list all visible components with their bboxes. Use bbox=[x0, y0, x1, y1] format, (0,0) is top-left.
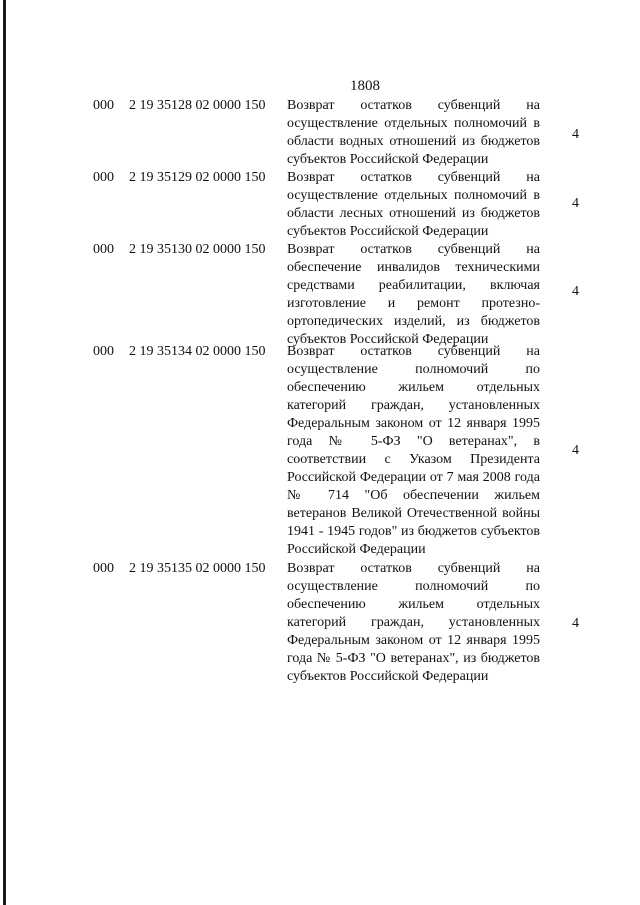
table-row bbox=[0, 560, 640, 690]
amount-value: 4 bbox=[572, 616, 579, 631]
income-code: 2 19 35129 02 0000 150 bbox=[129, 170, 266, 185]
table-row bbox=[0, 343, 640, 560]
table-row bbox=[0, 241, 640, 347]
amount-value: 4 bbox=[572, 127, 579, 142]
amount-value: 4 bbox=[572, 443, 579, 458]
table-row bbox=[0, 97, 640, 169]
admin-code: 000 bbox=[93, 170, 114, 185]
admin-code: 000 bbox=[93, 344, 114, 359]
income-description: Возврат остатков субвенций на осуществление отдельных полномочий в области водных отношений из бюджетов субъектов Российской Федерации bbox=[287, 98, 540, 167]
income-description: Возврат остатков субвенций на осуществление полномочий по обеспечению жильем отдельных категорий граждан, установленных Федеральным законом от 12 января 1995 года № 5-ФЗ "О ветеранах", из бюджетов субъектов Российской Федерации bbox=[287, 561, 540, 684]
amount-value: 4 bbox=[572, 196, 579, 211]
admin-code: 000 bbox=[93, 561, 114, 576]
table-row bbox=[0, 169, 640, 241]
income-code: 2 19 35135 02 0000 150 bbox=[129, 561, 266, 576]
income-code: 2 19 35128 02 0000 150 bbox=[129, 98, 266, 113]
income-codes-table bbox=[0, 97, 640, 690]
admin-code: 000 bbox=[93, 242, 114, 257]
income-description: Возврат остатков субвенций на осуществление отдельных полномочий в области лесных отношений из бюджетов субъектов Российской Федерации bbox=[287, 170, 540, 239]
income-description: Возврат остатков субвенций на обеспечение инвалидов техническими средствами реабилитации, включая изготовление и ремонт протезно-ортопедических изделий, из бюджетов субъектов Российской Федерации bbox=[287, 242, 540, 347]
income-description: Возврат остатков субвенций на осуществление полномочий по обеспечению жильем отдельных категорий граждан, установленных Федеральным законом от 12 января 1995 года № 5-ФЗ "О ветеранах", в соответствии с Указом Президента Российской Федерации от 7 мая 2008 года № 714 "Об обеспечении жильем ветеранов Великой Отечественной войны 1941 - 1945 годов" из бюджетов субъектов Российской Федерации bbox=[287, 344, 540, 557]
income-code: 2 19 35134 02 0000 150 bbox=[129, 344, 266, 359]
income-code: 2 19 35130 02 0000 150 bbox=[129, 242, 266, 257]
page-number: 1808 bbox=[350, 78, 380, 94]
admin-code: 000 bbox=[93, 98, 114, 113]
amount-value: 4 bbox=[572, 284, 579, 299]
